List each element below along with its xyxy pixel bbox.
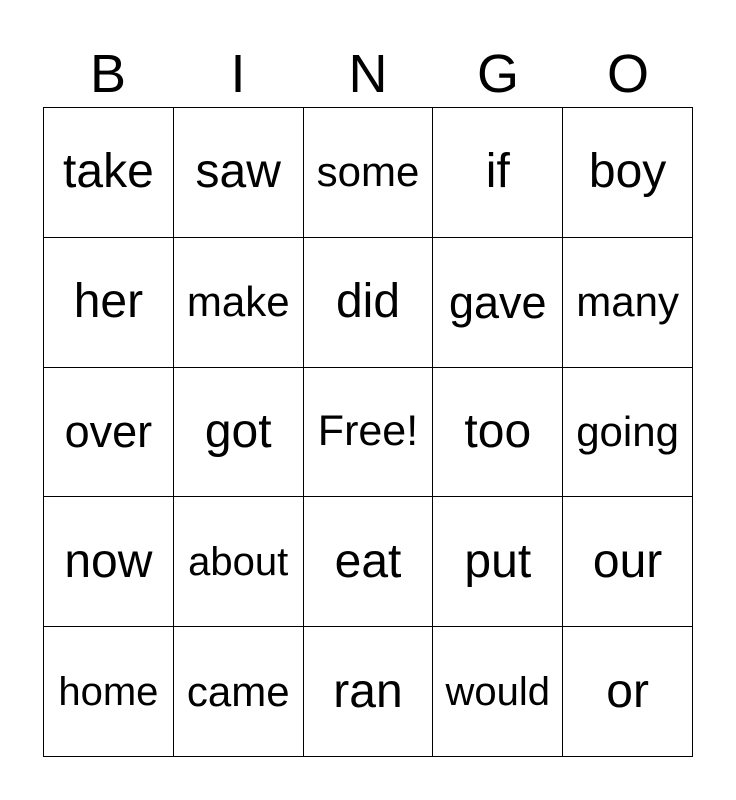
bingo-cell [44,627,174,757]
bingo-grid [43,107,693,757]
cell-word: some [316,148,420,196]
header-letter-o: O [606,44,649,104]
bingo-cell [44,108,174,238]
cell-word: now [64,534,153,588]
bingo-cell [304,238,434,368]
bingo-header [43,40,693,108]
cell-word: got [204,404,272,458]
cell-word: many [576,278,679,326]
cell-word: ran [333,664,403,718]
bingo-cell [433,108,563,238]
cell-word: over [64,406,153,458]
bingo-cell [174,497,304,627]
cell-word: home [58,669,159,714]
cell-word: did [335,275,401,329]
cell-word: boy [588,145,667,199]
bingo-cell [563,497,693,627]
cell-word: put [464,534,532,588]
bingo-cell [433,627,563,757]
bingo-cell [304,108,434,238]
bingo-cell [44,497,174,627]
bingo-cell [433,238,563,368]
header-letter-g: G [476,44,519,104]
bingo-cell [44,238,174,368]
bingo-cell [563,108,693,238]
bingo-cell [174,238,304,368]
bingo-cell [563,238,693,368]
header-letter-i: I [230,44,246,104]
cell-word: our [592,534,663,588]
cell-word: her [73,275,144,329]
bingo-cell [174,108,304,238]
cell-word: make [186,278,290,326]
bingo-cell [433,497,563,627]
bingo-cell [44,368,174,498]
free-space-label: Free! [317,407,419,456]
cell-word: about [188,539,289,584]
cell-word: going [576,407,679,455]
cell-word: eat [334,534,402,588]
bingo-cell [174,368,304,498]
cell-word: too [464,404,532,458]
header-letter-b: B [89,44,127,104]
cell-word: take [63,145,154,199]
cell-word: came [186,667,290,715]
cell-word: gave [448,276,547,328]
bingo-cell [174,627,304,757]
cell-word: or [606,664,649,718]
bingo-cell [304,497,434,627]
bingo-cell [563,627,693,757]
bingo-cell [433,368,563,498]
free-space-cell [304,368,434,498]
cell-word: if [485,145,510,199]
bingo-cell [304,627,434,757]
header-letter-n: N [348,44,388,104]
cell-word: saw [195,145,281,199]
cell-word: would [445,669,551,714]
bingo-cell [563,368,693,498]
